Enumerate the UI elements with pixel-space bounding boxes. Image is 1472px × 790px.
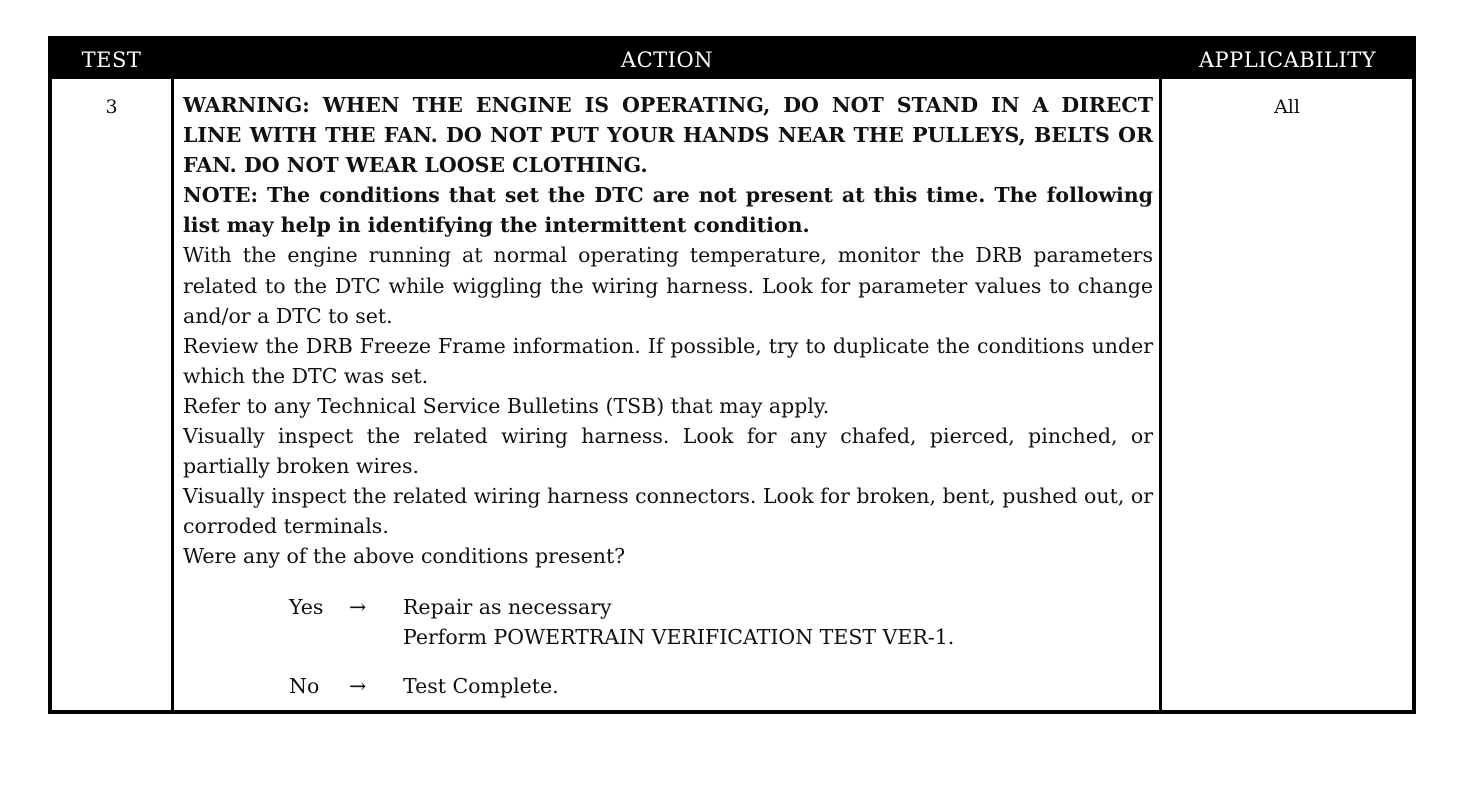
yes-action-line1: Repair as necessary (403, 595, 612, 619)
question-text: Were any of the above conditions present? (183, 544, 626, 569)
step-text: Review the DRB Freeze Frame information. If possible, try to duplicate the conditions under which the DTC was set. (183, 333, 1153, 388)
no-action-line1: Test Complete. (403, 674, 559, 698)
arrow-icon: → (349, 674, 367, 698)
table-header (52, 40, 1412, 79)
applicability-value: All (1274, 96, 1300, 118)
action-cell (183, 90, 1153, 572)
warning-text: WARNING: WHEN THE ENGINE IS OPERATING, DO NOT STAND IN A DIRECT LINE WITH THE FAN. DO NOT PUT YOUR HANDS NEAR THE PULLEYS, BELTS OR FAN. DO NOT WEAR LOOSE CLOTHING. (183, 93, 1153, 178)
header-applicability: APPLICABILITY (1198, 48, 1377, 72)
header-action: ACTION (620, 48, 714, 72)
diagnostic-table (48, 36, 1416, 714)
yes-label: Yes (289, 595, 324, 619)
arrow-icon: → (349, 595, 367, 619)
step-text: Visually inspect the related wiring harness. Look for any chafed, pierced, pinched, or partially broken wires. (183, 424, 1153, 479)
header-test: TEST (81, 48, 142, 72)
yes-action-line2: Perform POWERTRAIN VERIFICATION TEST VER-1. (403, 625, 955, 649)
no-label: No (289, 674, 320, 698)
step-text: Visually inspect the related wiring harness connectors. Look for broken, bent, pushed out, or corroded terminals. (183, 484, 1153, 539)
step-text: With the engine running at normal operating temperature, monitor the DRB parameters related to the DTC while wiggling the wiring harness. Look for parameter values to change and/or a DTC to set. (183, 243, 1153, 328)
column-divider (1159, 79, 1162, 710)
step-text: Refer to any Technical Service Bulletins (TSB) that may apply. (183, 393, 830, 418)
column-divider (171, 79, 174, 710)
test-number: 3 (105, 96, 118, 118)
note-text: NOTE: The conditions that set the DTC are not present at this time. The following list may help in identifying the intermittent condition. (183, 183, 1153, 238)
